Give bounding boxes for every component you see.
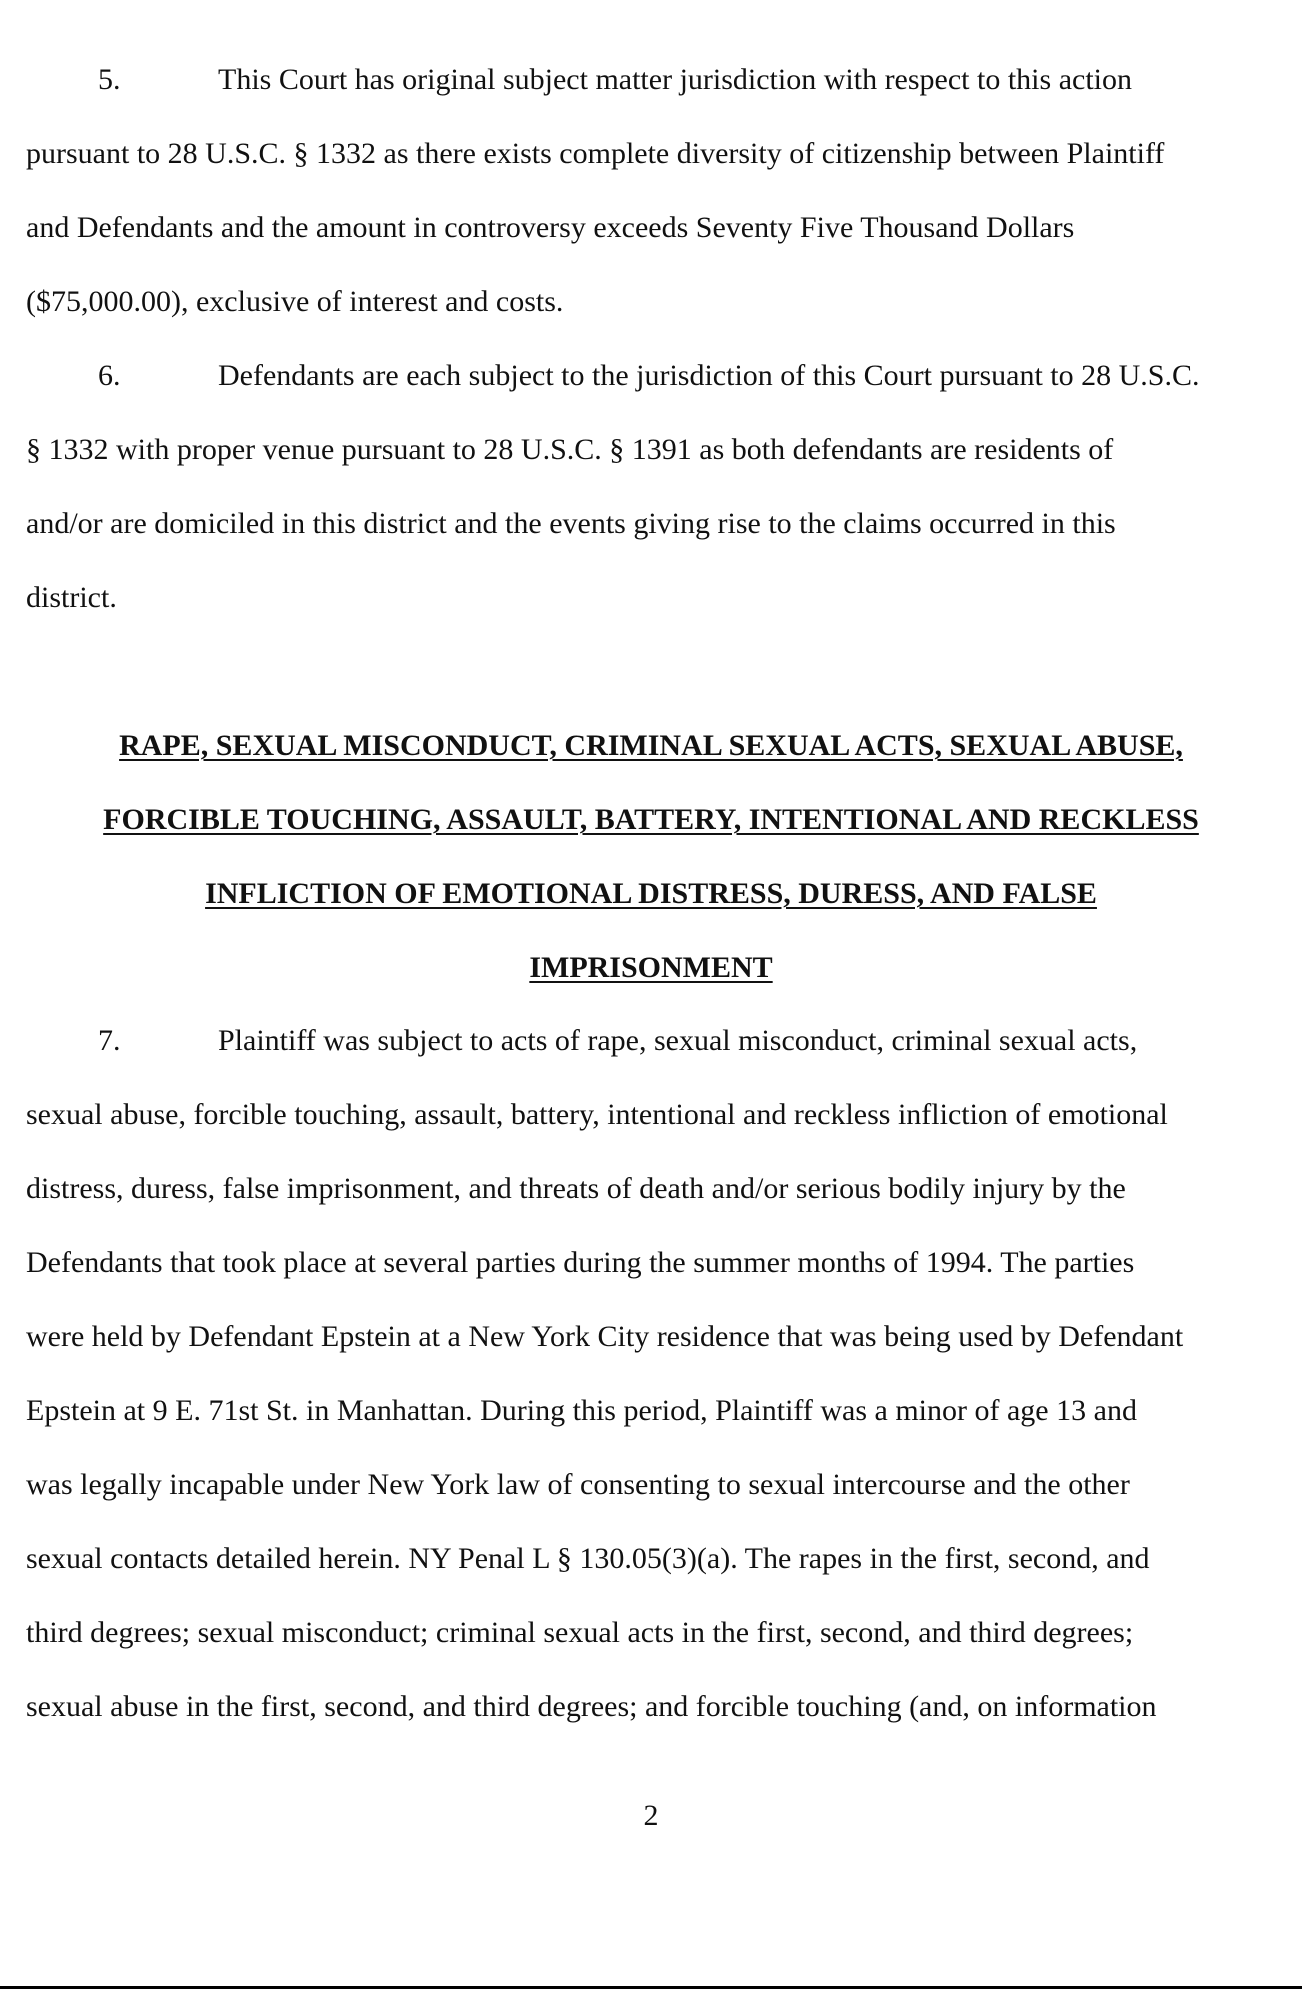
heading-text: IMPRISONMENT (529, 951, 773, 984)
paragraph-line: district. (26, 581, 117, 614)
paragraph-line: was legally incapable under New York law of consenting to sexual intercourse and the other (26, 1468, 1130, 1501)
paragraph-line: Defendants that took place at several parties during the summer months of 1994. The parties (26, 1246, 1135, 1279)
paragraph-line: and Defendants and the amount in controversy exceeds Seventy Five Thousand Dollars (26, 211, 1075, 244)
paragraph-line: § 1332 with proper venue pursuant to 28 U.S.C. § 1391 as both defendants are residents of (26, 433, 1114, 466)
paragraph-line: were held by Defendant Epstein at a New York City residence that was being used by Defendant (26, 1320, 1184, 1353)
paragraph-line: distress, duress, false imprisonment, and threats of death and/or serious bodily injury by the (26, 1172, 1126, 1205)
paragraph-line: This Court has original subject matter jurisdiction with respect to this action (218, 63, 1132, 96)
heading-text: INFLICTION OF EMOTIONAL DISTRESS, DURESS, AND FALSE (205, 877, 1097, 910)
paragraph-number: 7. (98, 1024, 121, 1057)
paragraph-line: pursuant to 28 U.S.C. § 1332 as there exists complete diversity of citizenship between Plaintiff (26, 137, 1165, 170)
paragraph-line: ($75,000.00), exclusive of interest and costs. (26, 285, 564, 318)
paragraph-line: Plaintiff was subject to acts of rape, sexual misconduct, criminal sexual acts, (218, 1024, 1138, 1057)
paragraph-line: Epstein at 9 E. 71st St. in Manhattan. During this period, Plaintiff was a minor of age 13 and (26, 1394, 1137, 1427)
paragraph-line: third degrees; sexual misconduct; criminal sexual acts in the first, second, and third degrees; (26, 1616, 1134, 1649)
paragraph-line: sexual abuse in the first, second, and third degrees; and forcible touching (and, on information (26, 1690, 1157, 1723)
paragraph-number: 5. (98, 63, 121, 96)
paragraph-number: 6. (98, 359, 121, 392)
paragraph-line: and/or are domiciled in this district and the events giving rise to the claims occurred in this (26, 507, 1116, 540)
heading-line (0, 876, 1302, 912)
heading-text: RAPE, SEXUAL MISCONDUCT, CRIMINAL SEXUAL ACTS, SEXUAL ABUSE, (119, 729, 1183, 762)
page-number: 2 (643, 1799, 659, 1832)
heading-text: FORCIBLE TOUCHING, ASSAULT, BATTERY, INTENTIONAL AND RECKLESS (103, 803, 1199, 836)
heading-line (0, 728, 1302, 764)
page-bottom-border (0, 1986, 1302, 1989)
paragraph-line: sexual abuse, forcible touching, assault, battery, intentional and reckless infliction of emotional (26, 1098, 1168, 1131)
heading-line (0, 802, 1302, 838)
heading-line (0, 950, 1302, 986)
paragraph-line: Defendants are each subject to the jurisdiction of this Court pursuant to 28 U.S.C. (218, 359, 1200, 392)
paragraph-line: sexual contacts detailed herein. NY Penal L § 130.05(3)(a). The rapes in the first, second, and (26, 1542, 1150, 1575)
